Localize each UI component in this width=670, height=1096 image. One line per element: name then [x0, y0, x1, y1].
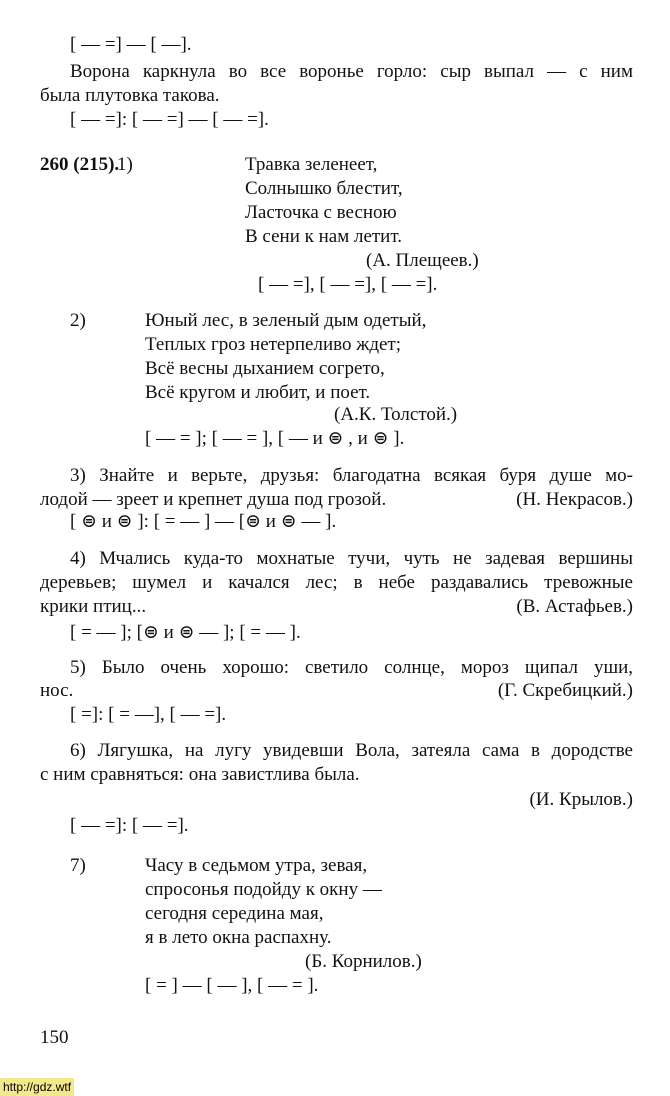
text-line: 5) Было очень хорошо: светило солнце, мороз щипал уши,: [70, 657, 633, 678]
scheme: [ — =]: [ — =].: [70, 815, 189, 836]
item-number: 2): [70, 310, 86, 331]
scheme: [ = — ]; [⊜ и ⊜ — ]; [ = — ].: [70, 622, 301, 643]
author: (Б. Корнилов.): [305, 951, 422, 972]
poem-line: Травка зеленеет,: [245, 154, 378, 175]
poem-line: В сени к нам летит.: [245, 226, 402, 247]
text-line: крики птиц...: [40, 596, 147, 617]
text-line: Ворона каркнула во все воронье горло: сыр выпал — с ним: [70, 61, 633, 82]
scheme: [ — =]: [ — =] — [ — =].: [70, 109, 269, 130]
author: (В. Астафьев.): [516, 596, 633, 617]
item-number: 7): [70, 855, 86, 876]
text-line: нос.: [40, 680, 74, 701]
scheme: [ = ] — [ — ], [ — = ].: [145, 975, 319, 996]
scheme: [ ⊜ и ⊜ ]: [ = — ] — [⊜ и ⊜ — ].: [70, 511, 337, 532]
scheme: [ — =] — [ —].: [70, 34, 192, 55]
text-line: была плутовка такова.: [40, 85, 220, 106]
poem-line: Часу в седьмом утра, зевая,: [145, 855, 368, 876]
author: (Н. Некрасов.): [516, 489, 633, 510]
poem-line: спросонья подойду к окну —: [145, 879, 382, 900]
poem-line: я в лето окна распахну.: [145, 927, 332, 948]
poem-line: сегодня середина мая,: [145, 903, 324, 924]
text-line: 6) Лягушка, на лугу увидевши Вола, затеяла сама в дородстве: [70, 740, 633, 761]
poem-line: Теплых гроз нетерпеливо ждет;: [145, 334, 402, 355]
text-line: 4) Мчались куда-то мохнатые тучи, чуть не задевая вершины: [70, 548, 633, 569]
poem-line: Юный лес, в зеленый дым одетый,: [145, 310, 427, 331]
exercise-number: 260 (215).: [40, 154, 120, 175]
text-line: 3) Знайте и верьте, друзья: благодатна всякая буря душе мо-: [70, 465, 633, 486]
author: (Г. Скребицкий.): [497, 680, 633, 701]
scheme: [ — =], [ — =], [ — =].: [258, 274, 438, 295]
item-number: 1): [117, 154, 133, 175]
author: (А. Плещеев.): [366, 250, 479, 271]
scheme: [ — = ]; [ — = ], [ — и ⊜ , и ⊜ ].: [145, 428, 405, 449]
poem-line: Ласточка с весною: [245, 202, 397, 223]
watermark-link[interactable]: http://gdz.wtf: [0, 1078, 74, 1096]
page-number: 150: [40, 1027, 69, 1048]
scheme: [ =]: [ = —], [ — =].: [70, 704, 227, 725]
poem-line: Солнышко блестит,: [245, 178, 403, 199]
author: (А.К. Толстой.): [334, 404, 458, 425]
author: (И. Крылов.): [529, 789, 633, 810]
poem-line: Всё весны дыханием согрето,: [145, 358, 385, 379]
text-line: деревьев; шумел и качался лес; в небе раздавались тревожные: [40, 572, 633, 593]
text-line: лодой — зреет и крепнет душа под грозой.: [40, 489, 387, 510]
text-line: с ним сравняться: она завистлива была.: [40, 764, 360, 785]
poem-line: Всё кругом и любит, и поет.: [145, 382, 371, 403]
